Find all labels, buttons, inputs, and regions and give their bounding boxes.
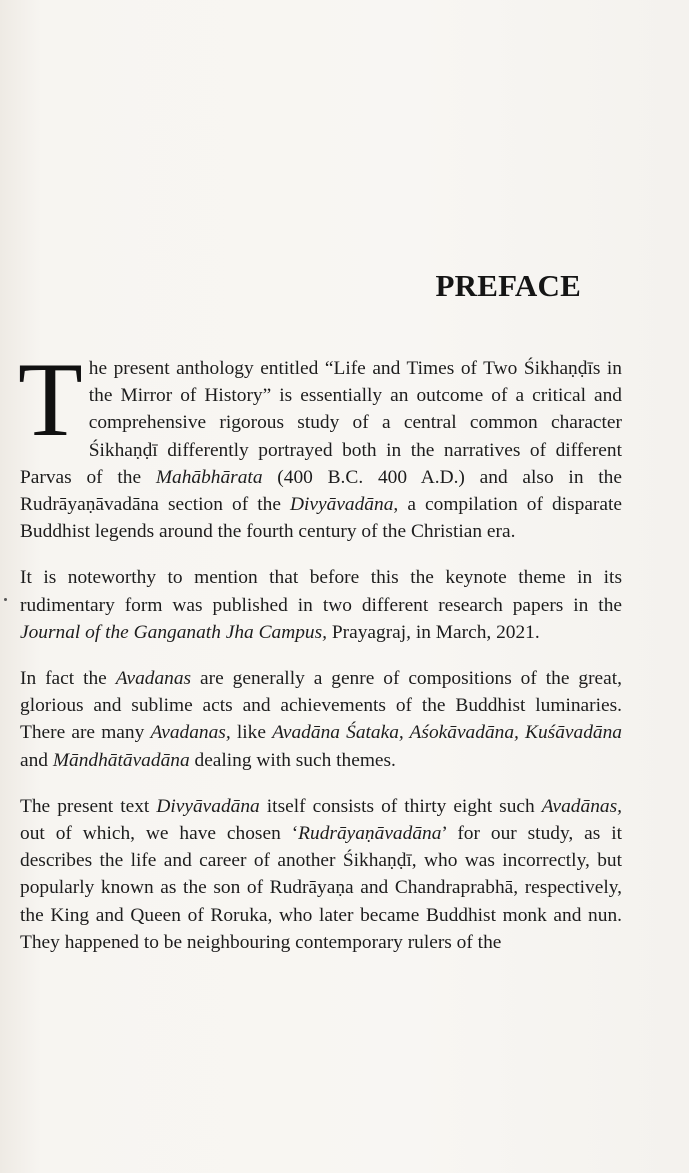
paragraph-4-text-1: The present text — [20, 795, 157, 817]
margin-mark — [4, 598, 7, 601]
paragraph-2 — [20, 564, 622, 646]
paragraph-3-italic-1: Avadanas — [115, 668, 192, 690]
page-heading: PREFACE — [435, 268, 581, 303]
paragraph-2-text-1: It is noteworthy to mention that before this the keynote theme in its rudimentary form was published in two different research papers in the — [20, 567, 622, 616]
paragraph-3-italic-2: Avadanas, — [150, 722, 231, 744]
preface-body — [18, 341, 622, 975]
paragraph-1-text-1: he present anthology entitled “Life and Times of Two Śikhaṇḍīs in the Mirror of History” is essentially an outcome of a critical and comprehensive rigorous study of a central common character Śikhaṇḍī differently portrayed both in the narratives of different Parvas of the — [20, 358, 622, 488]
paragraph-3-italic-3: Avadāna Śataka, Aśokāvadāna, Kuśāvadāna — [272, 722, 622, 744]
paragraph-3 — [20, 665, 622, 774]
paragraph-2-italic-1: Journal of the Ganganath Jha Campus, — [20, 621, 328, 643]
paragraph-3-text-4: and — [20, 749, 53, 771]
paragraph-4-text-2: itself consists of thirty eight such — [259, 795, 542, 817]
paragraph-4-italic-1: Divyāvadāna — [156, 795, 260, 817]
paragraph-4-text-4: ’ for our study, as it describes the life and career of another Śikhaṇḍī, who was incorrectly, but popularly known as the son of Rudrāyaṇa and Chandraprabhā, respectively, the King and Queen of Roruka, who later became Buddhist monk and nun. They happened to be neighbouring contemporary rulers of the — [20, 823, 622, 953]
drop-cap: T — [18, 341, 83, 458]
paragraph-4 — [20, 793, 622, 956]
paragraph-3-text-3: like — [230, 722, 273, 744]
paragraph-4-italic-3: Rudrāyaṇāvadāna — [298, 823, 442, 845]
paragraph-4-italic-2: Avadānas, — [541, 795, 622, 817]
paragraph-1 — [18, 341, 622, 545]
paragraph-1-text-3: , a compilation of disparate Buddhist legends around the fourth century of the Christian era. — [20, 494, 622, 543]
paragraph-1-italic-2: Divyāvadāna — [290, 494, 394, 516]
paragraph-3-text-2: are generally a genre of compositions of the great, glorious and sublime acts and achievements of the Buddhist luminaries. There are many — [20, 668, 622, 744]
paragraph-3-italic-4: Māndhātāvadāna — [52, 749, 190, 771]
paragraph-3-text-1: In fact the — [20, 668, 116, 690]
paragraph-4-text-3: out of which, we have chosen ‘ — [20, 823, 299, 845]
paragraph-1-italic-1: Mahābhārata — [155, 466, 263, 488]
paragraph-3-text-5: dealing with such themes. — [189, 749, 396, 771]
paragraph-1-text-2: (400 B.C. 400 A.D.) and also in the Rudrāyaṇāvadāna section of the — [20, 466, 622, 516]
paragraph-2-text-2: Prayagraj, in March, 2021. — [327, 621, 540, 643]
